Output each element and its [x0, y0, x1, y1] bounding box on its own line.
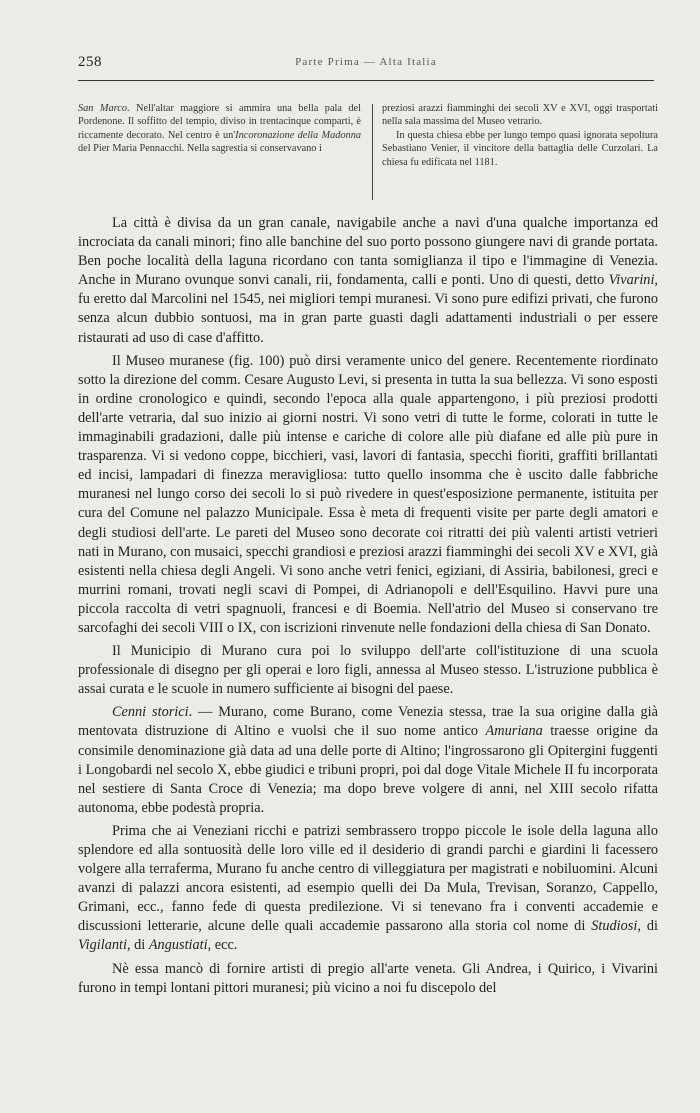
section-heading-italic: Cenni storici — [112, 704, 189, 721]
header-rule — [78, 80, 654, 81]
paragraph-museum: Il Museo muranese (fig. 100) può dirsi veramente unico del genere. Recentemente riordinato sotto la direzione del comm. Cesare Augusto Levi, si presenta in tutta la sua bellezza. Vi sono esposti in ordine cronologico e quindi, secondo l'epoca alla quale appartengono, i più preziosi prodotti dell'arte vetraria, dal suo inizio ai giorni nostri. Vi sono vetri di tutte le forme, colorati in tutte le immaginabili gradazioni, dalle più intense e cariche di colore alle più diafane ed alle più pure in trasparenza. Vi si vedono coppe, bicchieri, vasi, lavori di fantasia, specchi fioriti, graffiti brillantati ed incisi, lampadari di finezza meravigliosa: tutto quello insomma che è uscito dalle fabbriche muranesi nel lungo corso dei secoli lo si può rivedere in quest'esposizione permanente, istituita per cura del Comune nel palazzo Municipale. Essa è meta di frequenti visite per parte degli amatori e degli studiosi dell'arte. Le pareti del Museo sono decorate coi ritratti dei più valenti artisti vetrieri nati in Murano, con musaici, specchi grandiosi e preziosi arazzi fiamminghi dei secoli XV e XVI, già esistenti nella chiesa degli Angeli. Vi sono anche vetri fenici, egiziani, di Assiria, babilonesi, greci e murrini romani, trovati negli scavi di Pompei, di Adrianopoli e dell'Esquilino. Havvi pure una piccola raccolta di vetri spagnuoli, francesi e di Boemia. Nell'atrio del Museo si conservano tre sarcofaghi dei secoli VIII o IX, con iscrizioni rinvenute nelle fondazioni della chiesa di San Donato. — [78, 352, 658, 636]
footnote-text: . Nell'altar maggiore si ammira una bella pala del Pordenone. Il soffitto del tempio, diviso in trentacinque comparti, è riccamente decorato. Nel centro è un' — [78, 103, 361, 141]
footnote-left-paragraph — [78, 102, 361, 156]
main-text — [78, 214, 658, 1002]
footnote-right-paragraph-2: In questa chiesa ebbe per lungo tempo quasi ignorata sepoltura Sebastiano Venier, il vincitore della battaglia delle Curzolari. La chiesa fu edificata nel 1181. — [382, 129, 658, 168]
paragraph-text: , ecc. — [207, 937, 238, 954]
footnotes — [78, 102, 658, 202]
footnote-column-divider — [372, 104, 373, 200]
italic-term: Vigilanti — [78, 937, 127, 954]
paragraph-text: , di — [126, 937, 149, 954]
footnote-right-paragraph-1: preziosi arazzi fiamminghi dei secoli XV e XVI, oggi trasportati nella sala massima del Museo vetrario. — [382, 103, 658, 128]
page-header — [78, 54, 654, 76]
paragraph-city — [78, 214, 658, 348]
italic-term: Angustiati — [148, 937, 208, 954]
footnote-text: del Pier Maria Pennacchi. Nella sagrestia si conservavano i — [78, 143, 322, 155]
footnote-column-right — [382, 102, 658, 169]
page-number: 258 — [78, 54, 102, 70]
paragraph-villeggiatura — [78, 822, 658, 956]
running-head: Parte Prima — Alta Italia — [295, 56, 437, 68]
paragraph-text: traesse origine da consimile denominazione già data ad una delle porte di Altino; l'ingrossarono gli Opitergini fuggenti i Longobardi nel secolo X, ebbe giudici e tribuni propri, poi dal doge Vitale Michele II fu incorporata nel sestiere di Santa Croce di Venezia; ma dopo breve volgere di anni, nel XIII secolo rifatta autonoma, ebbe podestà propria. — [78, 723, 658, 816]
paragraph-text: , di — [637, 918, 658, 935]
paragraph-text: , fu eretto dal Marcolini nel 1545, nei migliori tempi muranesi. Vi sono pure edifizi privati, che furono senza alcun dubbio sontuosi, ma in gran parte guasti dagli adattamenti industriali o per essere ristaurati ad uso di case d'affitto. — [78, 272, 658, 346]
italic-term: Vivarini — [608, 272, 655, 289]
paragraph-text: La città è divisa da un gran canale, navigabile anche a navi d'una qualche importanza ed incrociata da canali minori; fino alle banchine del suo porto possono giungere navi di grande portata. Ben poche località della laguna ricordano con tanta somiglianza il tipo e l'immagine di Venezia. Anche in Murano ovunque sonvi canali, rii, fondamenta, calli e ponti. Uno di questi, detto — [78, 215, 658, 289]
footnote-column-left — [78, 102, 361, 156]
paragraph-text: Prima che ai Veneziani ricchi e patrizi sembrassero troppo piccole le isole della laguna allo splendore ed alla sontuosità delle loro ville ed il desiderio di grandi parchi e giardini li facessero volgere alla terraferma, Murano fu anche centro di villeggiatura per magistrati e nobiluomini. Alcuni avanzi di palazzi ancora esistenti, ad esempio quelli dei Da Mula, Trevisan, Soranzo, Cappello, Grimani, ecc., fanno fede di questa predilezione. Vi si tenevano fra i conventi accademie e discussioni letterarie, alcune delle quali accademie passarono alla storia col nome di — [78, 822, 658, 935]
paragraph-artists: Nè essa mancò di fornire artisti di pregio all'arte veneta. Gli Andrea, i Quirico, i Vivarini furono in tempi lontani pittori muranesi; più vicino a noi fu discepolo del — [78, 960, 658, 996]
footnote-place-name: San Marco — [78, 103, 127, 114]
italic-term: Amuriana — [485, 723, 543, 740]
paragraph-history — [78, 703, 658, 818]
paragraph-municipio: Il Municipio di Murano cura poi lo sviluppo dell'arte coll'istituzione di una scuola professionale di disegno per gli operai e loro figli, annessa al Museo stesso. L'istruzione pubblica è assai curata e le scuole in numero sufficiente ai bisogni del paese. — [78, 643, 658, 698]
footnote-artwork-title: Incoronazione della Madonna — [235, 129, 361, 141]
paragraph-text: . — Murano, come Burano, come Venezia stessa, trae la sua origine dalla già mentovata distruzione di Altino e vuolsi che il suo nome antico — [78, 704, 659, 740]
italic-term: Studiosi — [591, 918, 638, 935]
